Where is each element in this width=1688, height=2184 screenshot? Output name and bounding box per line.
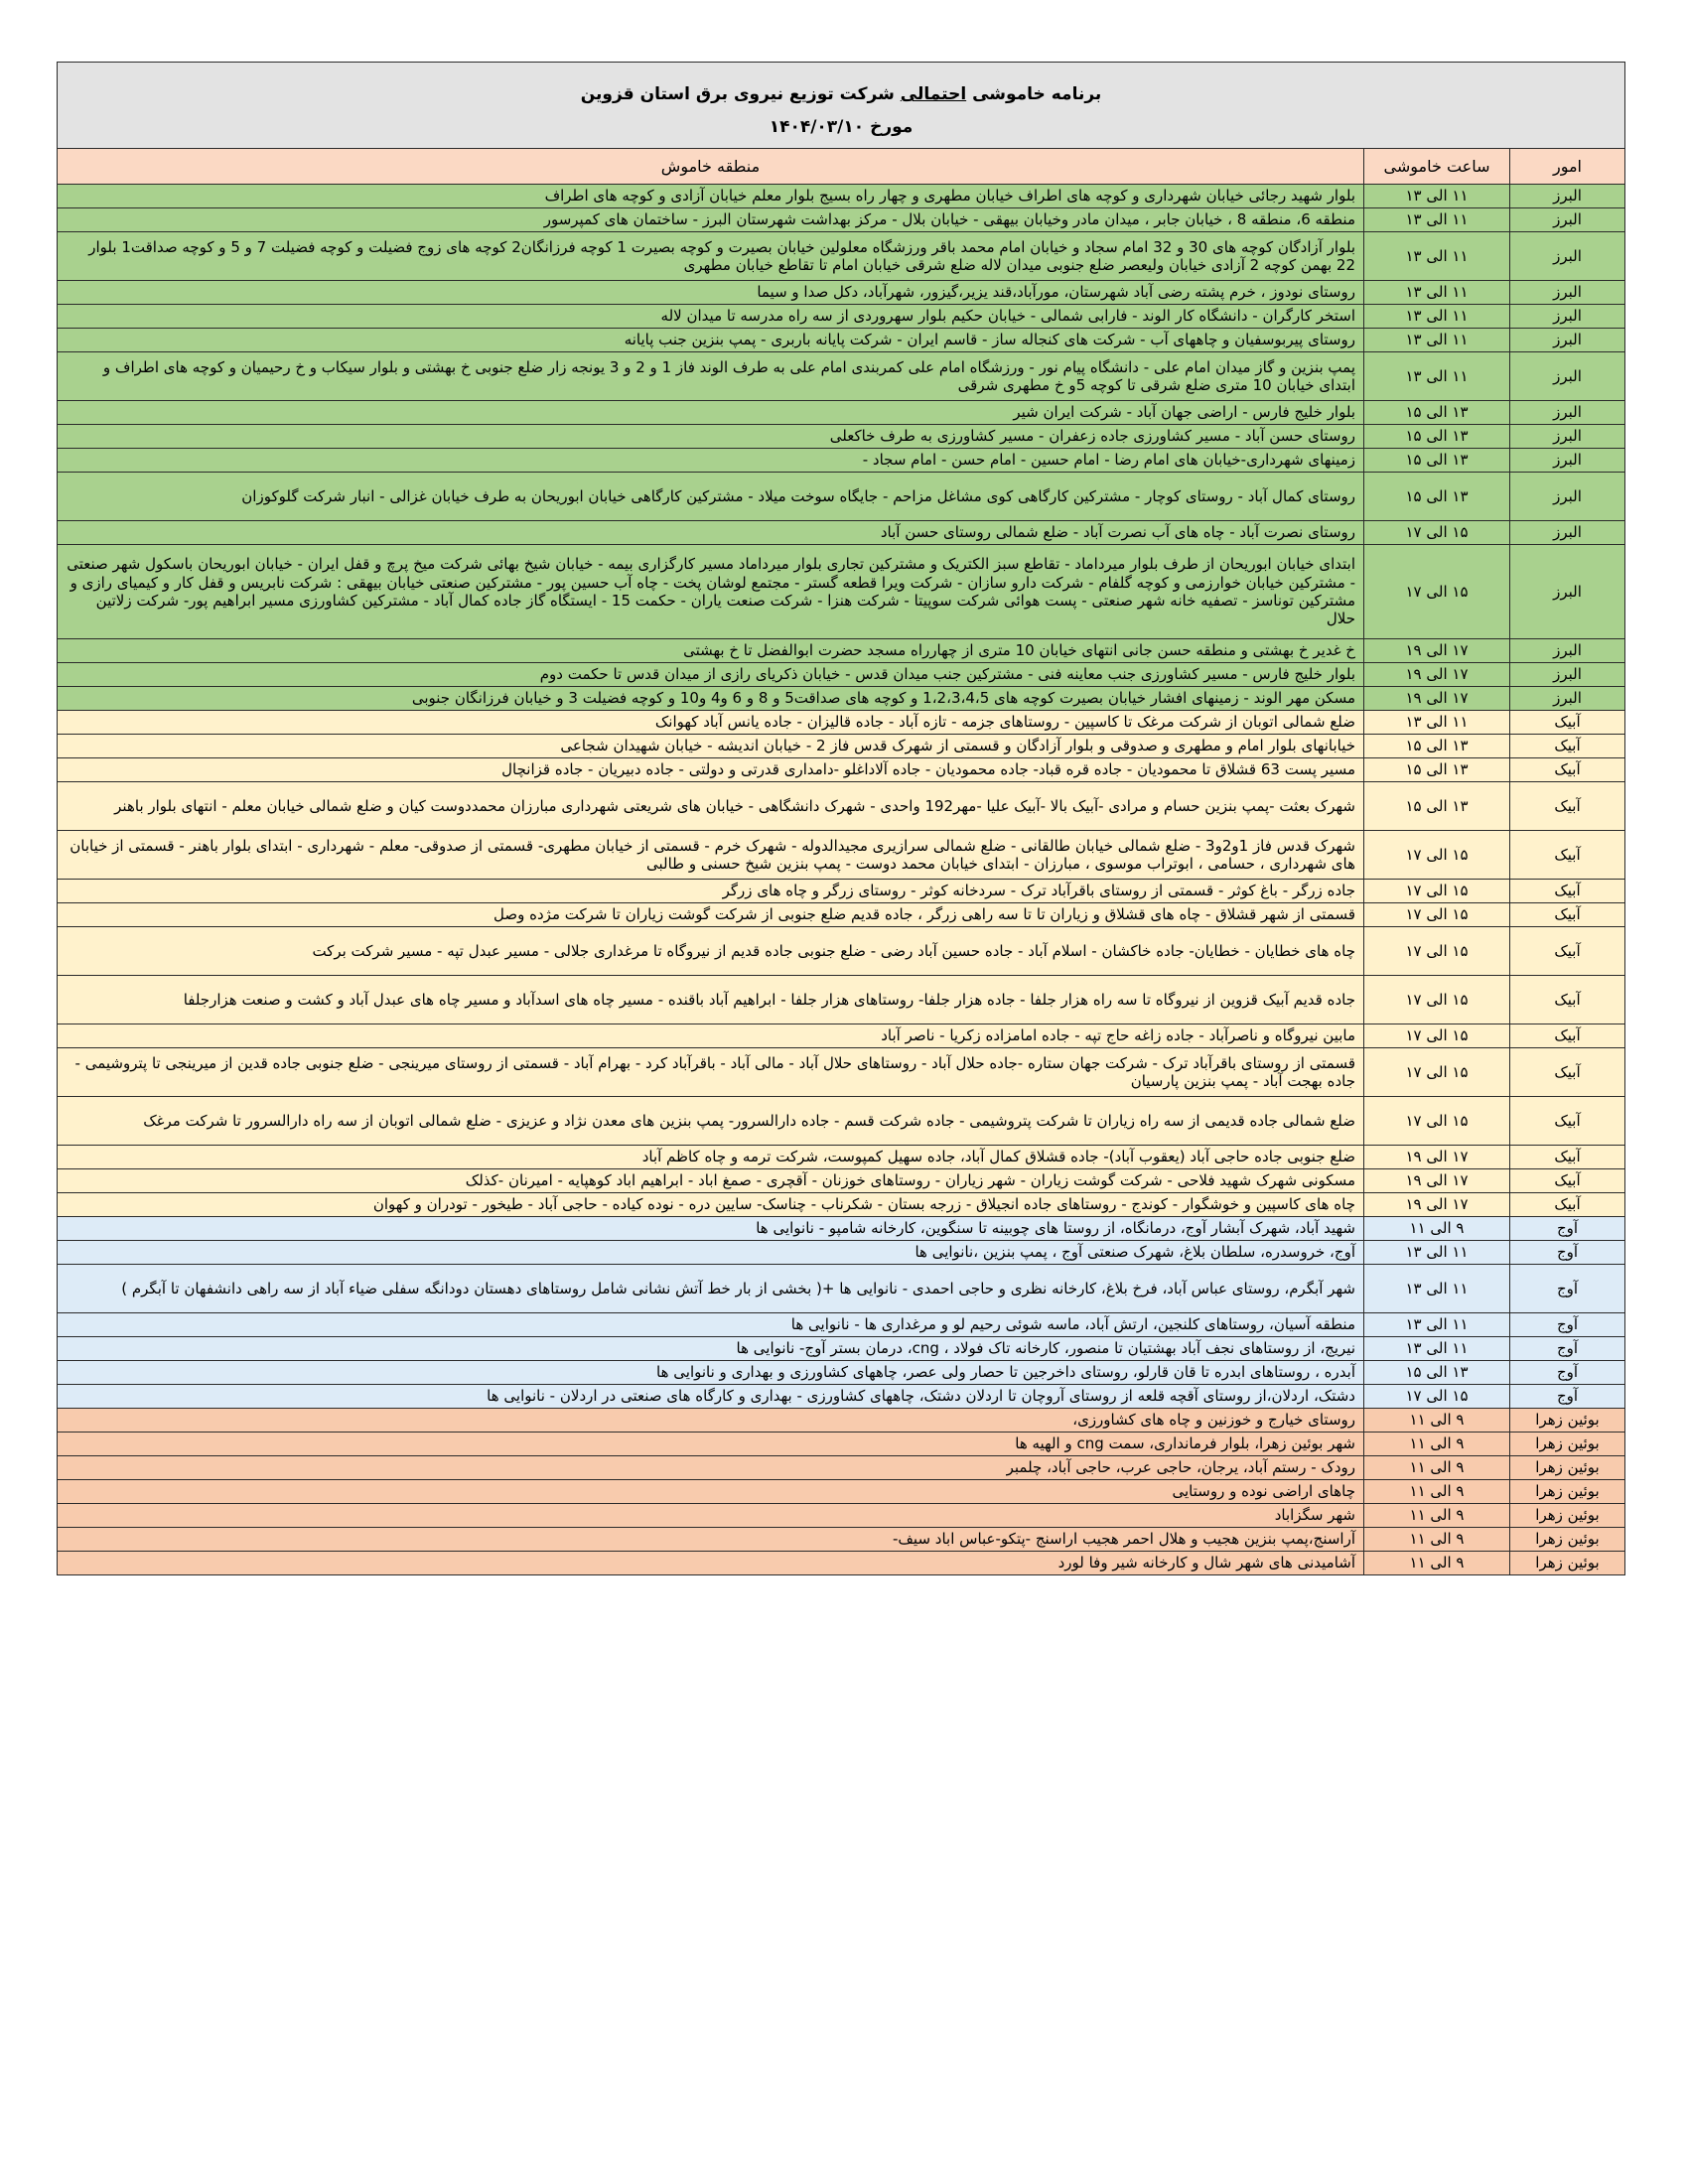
cell-area: روستای نودوز ، خرم پشته رضی آباد شهرستان، مورآباد،قند یزیر،گیزور، شهرآباد، دکل صدا و سیما <box>58 281 1364 305</box>
cell-time: ۹ الی ۱۱ <box>1364 1433 1510 1456</box>
cell-dept: بوئین زهرا <box>1510 1552 1625 1575</box>
cell-dept: بوئین زهرا <box>1510 1504 1625 1528</box>
date-label: مورخ <box>870 117 914 137</box>
cell-time: ۱۵ الی ۱۷ <box>1364 976 1510 1024</box>
cell-time: ۱۳ الی ۱۵ <box>1364 735 1510 758</box>
cell-dept: آبیک <box>1510 927 1625 976</box>
cell-time: ۱۳ الی ۱۵ <box>1364 425 1510 449</box>
cell-area: قسمتی از روستای باقرآباد ترک - شرکت جهان ستاره -جاده حلال آباد - روستاهای حلال آباد - مالی آباد - باقرآباد کرد - بهرام آباد - قسمتی از روستای میرینجی - ضلع جنوبی جاده قدین از میرینجی تا پتروشیمی - جاده بهجت آباد - پمپ بنزین پارسیان <box>58 1048 1364 1097</box>
cell-time: ۱۱ الی ۱۳ <box>1364 1337 1510 1361</box>
cell-time: ۱۳ الی ۱۵ <box>1364 782 1510 831</box>
cell-area: بلوار خلیج فارس - مسیر کشاورزی جنب معاینه فنی - مشترکین جنب میدان قدس - خیابان ذکریای رازی از میدان قدس تا حکمت دوم <box>58 663 1364 687</box>
cell-time: ۱۱ الی ۱۳ <box>1364 208 1510 232</box>
cell-time: ۱۵ الی ۱۷ <box>1364 831 1510 880</box>
cell-area: آبدره ، روستاهای ابدره تا قان قارلو، روستای داخرجین تا حصار ولی عصر، چاههای کشاورزی و بهداری و نانوایی ها <box>58 1361 1364 1385</box>
cell-dept: آبیک <box>1510 782 1625 831</box>
cell-area: روستای کمال آباد - روستای کوچار - مشترکین کارگاهی کوی مشاغل مزاحم - جایگاه سوخت میلاد - مشترکین کارگاهی خیابان ابوریحان به طرف خیابان غزالی - انبار شرکت گلوکوزان <box>58 473 1364 521</box>
table-row <box>58 639 1625 663</box>
table-row <box>58 329 1625 352</box>
cell-time: ۱۷ الی ۱۹ <box>1364 1193 1510 1217</box>
cell-time: ۹ الی ۱۱ <box>1364 1528 1510 1552</box>
cell-time: ۱۱ الی ۱۳ <box>1364 711 1510 735</box>
cell-dept: آبیک <box>1510 1146 1625 1169</box>
table-row <box>58 1313 1625 1337</box>
cell-area: منطقه 6، منطقه 8 ، خیابان جابر ، میدان مادر وخیابان بیهقی - خیابان بلال - مرکز بهداشت شهرستان البرز - ساختمان های کمپرسور <box>58 208 1364 232</box>
cell-area: روستای پیربوسفیان و چاههای آب - شرکت های کنجاله ساز - قاسم ایران - شرکت پایانه باربری - پمپ بنزین جنب پایانه <box>58 329 1364 352</box>
title-row <box>58 63 1625 149</box>
cell-time: ۱۱ الی ۱۳ <box>1364 1265 1510 1313</box>
cell-area: بلوار آزادگان کوچه های 30 و 32 امام سجاد و خیابان امام محمد باقر ورزشگاه معلولین خیابان بصیرت و کوچه بصیرت 1 کوچه فرزانگان2 کوچه های زوج فضیلت و کوچه فضیلت 7 و 5 و کوچه صداقت1 بلوار 22 بهمن کوچه 2 آزادی خیابان ولیعصر ضلع جنوبی میدان لاله ضلع شرقی خیابان امام تا تقاطع خیابان مطهری <box>58 232 1364 281</box>
cell-dept: آبیک <box>1510 711 1625 735</box>
cell-dept: آوج <box>1510 1361 1625 1385</box>
cell-time: ۱۷ الی ۱۹ <box>1364 687 1510 711</box>
cell-dept: آبیک <box>1510 1169 1625 1193</box>
cell-area: چاه های کاسپین و خوشگوار - کوندج - روستاهای جاده انجیلاق - زرجه بستان - شکرناب - چناسک- سایین دره - نوده کیاده - حاجی آباد - طیخور - تودران و کهوان <box>58 1193 1364 1217</box>
cell-dept: آبیک <box>1510 1097 1625 1146</box>
page-title: برنامه خاموشی احتمالی شرکت توزیع نیروی برق استان قزوین <box>580 84 1102 105</box>
cell-area: بلوار خلیج فارس - اراضی جهان آباد - شرکت ایران شیر <box>58 401 1364 425</box>
title-emphasis: احتمالی <box>900 84 967 105</box>
column-header-dept: امور <box>1510 149 1625 185</box>
cell-area: آوج، خروسدره، سلطان بلاغ، شهرک صنعتی آوج ، پمپ بنزین ،نانوایی ها <box>58 1241 1364 1265</box>
cell-time: ۱۵ الی ۱۷ <box>1364 521 1510 545</box>
cell-time: ۱۳ الی ۱۵ <box>1364 473 1510 521</box>
cell-area: منطقه آسیان، روستاهای کلنجین، ارتش آباد، ماسه شوئی رحیم لو و مرغداری ها - نانوایی ها <box>58 1313 1364 1337</box>
cell-dept: آبیک <box>1510 880 1625 903</box>
table-row <box>58 1433 1625 1456</box>
cell-time: ۹ الی ۱۱ <box>1364 1552 1510 1575</box>
cell-time: ۱۳ الی ۱۵ <box>1364 758 1510 782</box>
cell-area: استخر کارگران - دانشگاه کار الوند - فارابی شمالی - خیابان حکیم بلوار سهروردی از سه راه مدرسه تا میدان لاله <box>58 305 1364 329</box>
cell-area: شهر بوئین زهرا، بلوار فرمانداری، سمت cng و الهیه ها <box>58 1433 1364 1456</box>
cell-area: رودک - رستم آباد، یرجان، حاجی عرب، حاجی آباد، چلمبر <box>58 1456 1364 1480</box>
cell-area: شهر سگزاباد <box>58 1504 1364 1528</box>
cell-area: نیریج، از روستاهای نجف آباد بهشتیان تا منصور، کارخانه تاک فولاد ، cng، درمان بستر آوج- نانوایی ها <box>58 1337 1364 1361</box>
cell-area: مابین نیروگاه و ناصرآباد - جاده زاغه حاج تپه - جاده امامزاده زکریا - ناصر آباد <box>58 1024 1364 1048</box>
cell-time: ۱۵ الی ۱۷ <box>1364 1024 1510 1048</box>
cell-dept: آوج <box>1510 1385 1625 1409</box>
table-row <box>58 1456 1625 1480</box>
cell-area: زمینهای شهرداری-خیابان های امام رضا - امام حسین - امام حسن - امام سجاد - <box>58 449 1364 473</box>
cell-area: شهر آبگرم، روستای عباس آباد، فرخ بلاغ، کارخانه نظری و حاجی احمدی - نانوایی ها +( بخشی از بار خط آتش نشانی شامل روستاهای دهستان دودانگه سفلی ضیاء آباد از سه راهی دانشفهان تا آبگرم ) <box>58 1265 1364 1313</box>
cell-dept: آبیک <box>1510 1048 1625 1097</box>
cell-area: مسکن مهر الوند - زمینهای افشار خیابان بصیرت کوچه های 1،2،3،4،5 و کوچه های صداقت5 و 8 و 6 و4 و10 و کوچه فضیلت 3 و خیابان فرزانگان جنوبی <box>58 687 1364 711</box>
table-row <box>58 425 1625 449</box>
cell-time: ۱۳ الی ۱۵ <box>1364 401 1510 425</box>
cell-dept: آبیک <box>1510 1193 1625 1217</box>
cell-dept: بوئین زهرا <box>1510 1480 1625 1504</box>
cell-dept: آبیک <box>1510 758 1625 782</box>
cell-area: قسمتی از شهر قشلاق - چاه های قشلاق و زیاران تا تا سه راهی زرگر ، جاده قدیم ضلع جنوبی از شرکت گوشت زیاران تا شرکت مژده وصل <box>58 903 1364 927</box>
cell-dept: آبیک <box>1510 831 1625 880</box>
table-row <box>58 352 1625 401</box>
cell-time: ۱۵ الی ۱۷ <box>1364 1097 1510 1146</box>
cell-time: ۹ الی ۱۱ <box>1364 1217 1510 1241</box>
table-row <box>58 1241 1625 1265</box>
cell-area: پمپ بنزین و گاز میدان امام علی - دانشگاه پیام نور - ورزشگاه امام علی کمربندی امام علی به طرف الوند فاز 1 و 2 و 3 یونجه زار ضلع جنوبی خ بهشتی و بلوار سیکاب و خ رحیمیان و کوچه های اطراف و ابتدای خیابان 10 متری ضلع شرقی تا کوچه 5و خ مطهری شرقی <box>58 352 1364 401</box>
cell-dept: آبیک <box>1510 1024 1625 1048</box>
table-row <box>58 1146 1625 1169</box>
cell-time: ۱۷ الی ۱۹ <box>1364 639 1510 663</box>
cell-area: جاده زرگر - باغ کوثر - قسمتی از روستای باقرآباد ترک - سردخانه کوثر - روستای زرگر و چاه های زرگر <box>58 880 1364 903</box>
cell-area: چاه های خطایان - خطایان- جاده خاکشان - اسلام آباد - جاده حسین آباد رضی - ضلع جنوبی جاده قدیم از نیروگاه تا مرغداری جلالی - مسیر عبدل تپه - مسیر شرکت برکت <box>58 927 1364 976</box>
cell-dept: آبیک <box>1510 976 1625 1024</box>
cell-area: ابتدای خیابان ابوریحان از طرف بلوار میرداماد - تقاطع سبز الکتریک و مشترکین تجاری بلوار میرداماد مسیر کارگزاری بیمه - خیابان شیخ بهائی شرکت میخ پرچ و قفل ایران - خیابان ابوریحان باسکول شهر صنعتی - مشترکین خیابان خوارزمی و کوچه گلفام - شرکت دارو سازان - شرکت ویرا قطعه گستر - مجتمع لوشان پخت - چاه آب حسین پور - مشترکین صنعتی خیابان بیهقی : شرکت نابریس و قفل کار و کیمیای رازی و مشترکین توناسز - تصفیه خانه شهر صنعتی - پست هوائی شرکت سوپیتا - شرکت هنزا - شرکت صنعت یاران - حکمت 15 - ایستگاه گاز جاده کمال آباد - مشترکین کشاورزی مسیر ابراهیم پور- شرکت زلاتین حلال <box>58 545 1364 639</box>
table-row <box>58 1169 1625 1193</box>
cell-dept: البرز <box>1510 329 1625 352</box>
column-header-time: ساعت خاموشی <box>1364 149 1510 185</box>
cell-dept: آوج <box>1510 1337 1625 1361</box>
date-line <box>66 105 1617 138</box>
table-row <box>58 1409 1625 1433</box>
table-row <box>58 473 1625 521</box>
cell-dept: آوج <box>1510 1217 1625 1241</box>
cell-dept: البرز <box>1510 687 1625 711</box>
table-row <box>58 903 1625 927</box>
cell-area: مسیر پست 63 قشلاق تا محمودیان - جاده قره قباد- جاده محمودیان - جاده آلاداغلو -دامداری قدرتی و دولتی - جاده دبیریان - جاده قزانچال <box>58 758 1364 782</box>
cell-time: ۱۷ الی ۱۹ <box>1364 1146 1510 1169</box>
cell-dept: البرز <box>1510 232 1625 281</box>
table-body <box>58 185 1625 1575</box>
cell-time: ۱۱ الی ۱۳ <box>1364 305 1510 329</box>
cell-time: ۱۱ الی ۱۳ <box>1364 1241 1510 1265</box>
cell-dept: البرز <box>1510 281 1625 305</box>
table-row <box>58 1024 1625 1048</box>
cell-area: شهرک قدس فاز 1و2و3 - ضلع شمالی خیابان طالقانی - ضلع شمالی سرازیری مجیدالدوله - شهرک خرم - قسمتی از خیابان مطهری- قسمتی از صدوقی- معلم - شهرداری - ابتدای بلوار باهنر - قسمتی از خیابان های شهرداری ، حسامی ، ابوتراب موسوی ، مبارزان - ابتدای خیابان محمد دوست - پمپ بنزین شیخ حسنی و طالبی <box>58 831 1364 880</box>
table-row <box>58 208 1625 232</box>
cell-dept: آوج <box>1510 1241 1625 1265</box>
cell-dept: البرز <box>1510 521 1625 545</box>
table-row <box>58 831 1625 880</box>
table-row <box>58 1048 1625 1097</box>
table-row <box>58 1097 1625 1146</box>
table-row <box>58 880 1625 903</box>
cell-area: شهرک بعثت -پمپ بنزین حسام و مرادی -آبیک بالا -آبیک علیا -مهر192 واحدی - شهرک دانشگاهی - خیابان های شریعتی شهرداری مبارزان محمددوست کیان و ضلع شمالی خیابان معلم - انتهای بلوار باهنر <box>58 782 1364 831</box>
cell-area: جاده قدیم آبیک قزوین از نیروگاه تا سه راه هزار جلفا - جاده هزار جلفا- روستاهای هزار جلفا - ابراهیم آباد باقنده - مسیر چاه های اسدآباد و مسیر چاه های عبدل آباد و کشت و صنعت هزارجلفا <box>58 976 1364 1024</box>
cell-dept: البرز <box>1510 401 1625 425</box>
cell-area: ضلع شمالی جاده قدیمی از سه راه زیاران تا شرکت پتروشیمی - جاده شرکت قسم - جاده دارالسرور- پمپ بنزین های معدن نژاد و عزیزی - ضلع شمالی اتوبان از سه راه دارالسرور تا شرکت مرغک <box>58 1097 1364 1146</box>
cell-time: ۹ الی ۱۱ <box>1364 1456 1510 1480</box>
cell-time: ۱۱ الی ۱۳ <box>1364 352 1510 401</box>
cell-time: ۱۱ الی ۱۳ <box>1364 185 1510 208</box>
cell-area: خیابانهای بلوار امام و مطهری و صدوقی و بلوار آزادگان و قسمتی از شهرک قدس فاز 2 - خیابان اندیشه - خیابان شهیدان شجاعی <box>58 735 1364 758</box>
table-row <box>58 1480 1625 1504</box>
cell-time: ۱۵ الی ۱۷ <box>1364 880 1510 903</box>
cell-time: ۱۳ الی ۱۵ <box>1364 1361 1510 1385</box>
cell-dept: البرز <box>1510 663 1625 687</box>
cell-area: روستای نصرت آباد - چاه های آب نصرت آباد - ضلع شمالی روستای حسن آباد <box>58 521 1364 545</box>
cell-area: آراسنج،پمپ بنزین هجیب و هلال احمر هجیب اراسنج -پتکو-عباس اباد سیف- <box>58 1528 1364 1552</box>
cell-time: ۱۵ الی ۱۷ <box>1364 903 1510 927</box>
table-row <box>58 305 1625 329</box>
cell-time: ۱۷ الی ۱۹ <box>1364 663 1510 687</box>
table-row <box>58 1361 1625 1385</box>
column-header-row <box>58 149 1625 185</box>
cell-time: ۱۱ الی ۱۳ <box>1364 329 1510 352</box>
cell-area: روستای حسن آباد - مسیر کشاورزی جاده زعفران - مسیر کشاورزی به طرف خاکعلی <box>58 425 1364 449</box>
outage-schedule-table <box>57 62 1625 1575</box>
cell-dept: البرز <box>1510 305 1625 329</box>
table-row <box>58 711 1625 735</box>
cell-time: ۹ الی ۱۱ <box>1364 1480 1510 1504</box>
cell-area: روستای خیارج و خوزنین و چاه های کشاورزی، <box>58 1409 1364 1433</box>
cell-area: ضلع جنوبی جاده حاجی آباد (یعقوب آباد)- جاده قشلاق کمال آباد، جاده سهیل کمپوست، شرکت ترمه و چاه کاظم آباد <box>58 1146 1364 1169</box>
table-row <box>58 1265 1625 1313</box>
cell-time: ۱۳ الی ۱۵ <box>1364 449 1510 473</box>
cell-time: ۱۱ الی ۱۳ <box>1364 1313 1510 1337</box>
table-row <box>58 232 1625 281</box>
table-row <box>58 1385 1625 1409</box>
column-header-area: منطقه خاموش <box>58 149 1364 185</box>
title-block <box>58 63 1625 149</box>
cell-area: دشتک، اردلان،از روستای آقچه قلعه از روستای آروچان تا اردلان دشتک، چاههای کشاورزی - بهداری و کارگاه های صنعتی در اردلان - نانوایی ها <box>58 1385 1364 1409</box>
cell-dept: البرز <box>1510 449 1625 473</box>
cell-area: آشامیدنی های شهر شال و کارخانه شیر وفا لورد <box>58 1552 1364 1575</box>
cell-dept: آبیک <box>1510 735 1625 758</box>
table-row <box>58 735 1625 758</box>
cell-time: ۱۱ الی ۱۳ <box>1364 281 1510 305</box>
cell-dept: البرز <box>1510 545 1625 639</box>
table-row <box>58 663 1625 687</box>
cell-dept: آوج <box>1510 1313 1625 1337</box>
table-row <box>58 1337 1625 1361</box>
cell-time: ۱۷ الی ۱۹ <box>1364 1169 1510 1193</box>
cell-dept: بوئین زهرا <box>1510 1528 1625 1552</box>
cell-time: ۱۵ الی ۱۷ <box>1364 1385 1510 1409</box>
table-row <box>58 281 1625 305</box>
date-value: ۱۴۰۴/۰۳/۱۰ <box>769 117 865 137</box>
cell-time: ۹ الی ۱۱ <box>1364 1409 1510 1433</box>
cell-dept: البرز <box>1510 352 1625 401</box>
table-row <box>58 782 1625 831</box>
table-row <box>58 1193 1625 1217</box>
table-row <box>58 185 1625 208</box>
cell-dept: البرز <box>1510 473 1625 521</box>
table-row <box>58 976 1625 1024</box>
cell-dept: بوئین زهرا <box>1510 1433 1625 1456</box>
cell-time: ۱۵ الی ۱۷ <box>1364 545 1510 639</box>
cell-dept: آبیک <box>1510 903 1625 927</box>
table-row <box>58 449 1625 473</box>
table-row <box>58 758 1625 782</box>
cell-area: شهید آباد، شهرک آبشار آوج، درمانگاه، از روستا های چوبینه تا سنگوین، کارخانه شامپو - نانوایی ها <box>58 1217 1364 1241</box>
cell-dept: بوئین زهرا <box>1510 1456 1625 1480</box>
table-row <box>58 401 1625 425</box>
table-row <box>58 927 1625 976</box>
cell-dept: البرز <box>1510 425 1625 449</box>
cell-dept: بوئین زهرا <box>1510 1409 1625 1433</box>
table-row <box>58 1528 1625 1552</box>
cell-dept: آوج <box>1510 1265 1625 1313</box>
table-row <box>58 1217 1625 1241</box>
cell-time: ۱۱ الی ۱۳ <box>1364 232 1510 281</box>
table-row <box>58 1552 1625 1575</box>
cell-dept: البرز <box>1510 208 1625 232</box>
table-row <box>58 1504 1625 1528</box>
cell-area: مسکونی شهرک شهید فلاحی - شرکت گوشت زیاران - شهر زیاران - روستاهای خوزنان - آقچری - صمغ اباد - ابراهیم اباد کوهپایه - امیرنان -کذلک <box>58 1169 1364 1193</box>
cell-time: ۱۵ الی ۱۷ <box>1364 927 1510 976</box>
cell-area: چاهای اراضی نوده و روستایی <box>58 1480 1364 1504</box>
table-row <box>58 687 1625 711</box>
cell-dept: البرز <box>1510 185 1625 208</box>
cell-time: ۹ الی ۱۱ <box>1364 1504 1510 1528</box>
cell-dept: البرز <box>1510 639 1625 663</box>
table-row <box>58 545 1625 639</box>
cell-area: ضلع شمالی اتوبان از شرکت مرغک تا کاسپین - روستاهای جزمه - تازه آباد - جاده قالیزان - جاده یانس آباد کهوانک <box>58 711 1364 735</box>
cell-area: بلوار شهید رجائی خیابان شهرداری و کوچه های اطراف خیابان مطهری و چهار راه بسیج بلوار معلم خیابان آزادی و کوچه های اطراف <box>58 185 1364 208</box>
table-row <box>58 521 1625 545</box>
cell-time: ۱۵ الی ۱۷ <box>1364 1048 1510 1097</box>
cell-area: خ غدیر خ بهشتی و منطقه حسن جانی انتهای خیابان 10 متری از چهارراه مسجد حضرت ابوالفضل تا خ بهشتی <box>58 639 1364 663</box>
